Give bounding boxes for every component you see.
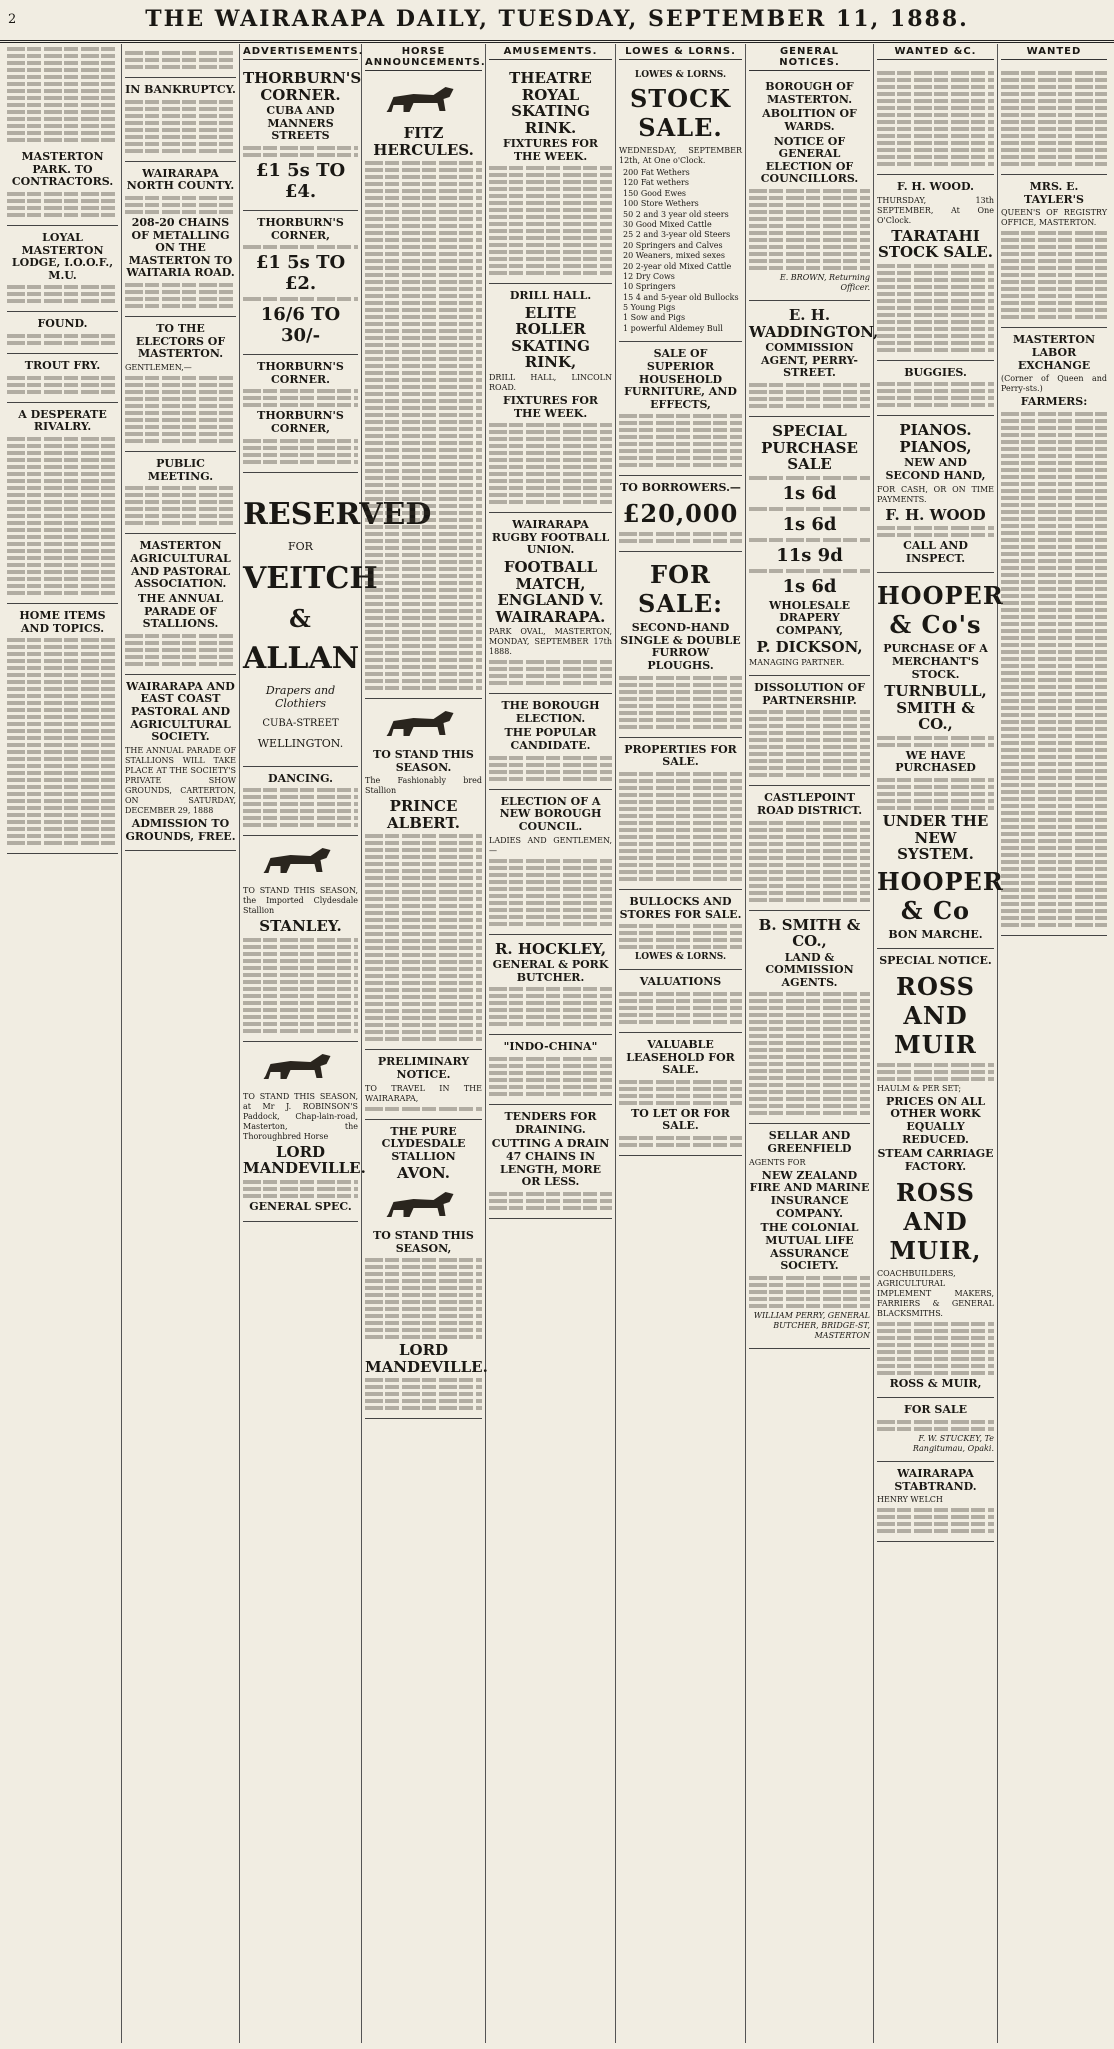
ad-borough-election (489, 694, 612, 790)
ad-brand: ALLAN (243, 640, 360, 676)
ad-heading: DANCING. (268, 771, 333, 785)
ad-heading: SALE OF SUPERIOR HOUSEHOLD FURNITURE, AND EFFECTS, (624, 347, 737, 411)
ad-text: QUEEN'S OF REGISTRY OFFICE, MASTERTON. (1001, 208, 1107, 228)
ad-text: CUBA-STREET (262, 717, 339, 729)
ad-amount: £20,000 (622, 499, 739, 529)
ad-electors (125, 317, 236, 452)
ad-heading: MRS. E. TAYLER'S (1024, 180, 1084, 206)
ad-admission: ADMISSION TO GROUNDS, FREE. (125, 817, 236, 843)
article-text (7, 47, 118, 142)
ad-subheading: GENERAL & PORK BUTCHER. (492, 958, 609, 984)
ad-elite-rink (489, 284, 612, 513)
newspaper-title: THE WAIRARAPA DAILY, TUESDAY, SEPTEMBER 11, 1888. (145, 6, 969, 32)
ad-north-county (125, 162, 236, 317)
ad-wanted-misc (877, 64, 994, 175)
ad-heading: MASTERTON AGRICULTURAL AND PASTORAL ASSOCIATION. (130, 539, 231, 591)
ad-heading: R. HOCKLEY, (494, 939, 607, 958)
ad-dancing (243, 767, 358, 837)
article-heading: A DESPERATE RIVALRY. (18, 407, 107, 434)
ad-heading: PUBLIC MEETING. (147, 457, 214, 483)
ad-subheading: GENERAL SPEC. (249, 1199, 352, 1213)
ad-furniture (619, 342, 742, 476)
ad-bankruptcy (125, 78, 236, 162)
column-header: AMUSEMENTS. (489, 44, 612, 60)
stock-item: 1 Sow and Pigs (623, 313, 686, 323)
column-7 (746, 44, 879, 2043)
ad-subheading: TO STAND THIS SEASON, (373, 1228, 474, 1255)
ad-heading: LORD MANDEVILLE. (243, 1142, 366, 1178)
ad-subheading: FARMERS: (1020, 395, 1088, 409)
column-9 (998, 44, 1110, 2043)
ad-heading: E. H. WADDINGTON, (749, 306, 879, 341)
ad-title: ELITE ROLLER SKATING RINK, (511, 303, 590, 372)
ad-brand: HOOPER & Co's (877, 581, 1004, 640)
ad-heading: BULLOCKS AND STORES FOR SALE. (619, 894, 742, 921)
ad-trout (7, 354, 118, 403)
ad-subheading: CALL AND INSPECT. (903, 539, 968, 565)
ad-heading: THE BOROUGH ELECTION. (501, 699, 600, 725)
column-8 (874, 44, 1004, 2043)
ad-text: Drapers and Clothiers (265, 683, 336, 710)
ad-heading: TROUT FRY. (24, 359, 101, 373)
ad-price: 1s 6d (782, 513, 837, 535)
horse-illustration (365, 703, 482, 743)
masthead (0, 0, 1114, 43)
ad-heading: TO BORROWERS.— (620, 481, 741, 495)
ad-election (489, 790, 612, 935)
horse-illustration (365, 1184, 482, 1224)
stock-item: 25 2 and 3-year old Steers (623, 230, 731, 240)
ad-heading: THORBURN'S CORNER. (257, 360, 344, 386)
ad-brand: ROSS AND MUIR (894, 971, 977, 1059)
stock-item: 100 Store Wethers (623, 199, 699, 209)
ad-lord-mandeville (243, 1042, 366, 1222)
ad-subheading: LAND & COMMISSION AGENTS. (765, 950, 854, 989)
ad-intro: THE PURE CLYDESDALE STALLION (381, 1124, 466, 1163)
ad-stanley (243, 836, 358, 1042)
ad-borrowers (619, 476, 742, 552)
ad-heading: WAIRARAPA STABTRAND. (894, 1466, 977, 1493)
ad-text: HENRY WELCH (877, 1495, 943, 1505)
ad-intro: TO STAND THIS SEASON, the Imported Clydesdale Stallion (243, 886, 358, 916)
ad-sellar (749, 1124, 870, 1348)
stock-list (619, 168, 742, 334)
ad-subheading: WE HAVE PURCHASED (895, 748, 976, 775)
ad-heading: CASTLEPOINT ROAD DISTRICT. (756, 791, 863, 817)
horse-illustration (243, 1046, 358, 1086)
column-header: WANTED &C. (877, 44, 994, 60)
ad-thorburn-2 (243, 211, 358, 355)
ad-salutation: LADIES AND GENTLEMEN,— (489, 835, 612, 855)
ad-subheading: FIXTURES FOR THE WEEK. (502, 137, 599, 163)
ad-trout (125, 44, 236, 78)
ad-heading: B. SMITH & CO., (758, 915, 861, 951)
ad-valuations (619, 970, 742, 1033)
ad-heading: IN BANKRUPTCY. (125, 83, 236, 96)
ad-tayler (1001, 175, 1107, 328)
stock-item: 20 2-year old Mixed Cattle (623, 261, 732, 271)
horse-illustration (365, 79, 482, 119)
stock-item: 12 Dry Cows (623, 271, 675, 281)
ad-text: PARK OVAL, MASTERTON, MONDAY, SEPTEMBER 17th 1888. (489, 627, 612, 657)
column-5 (486, 44, 616, 2043)
ad-heading: PROPERTIES FOR SALE. (624, 742, 737, 769)
ad-firm: F. H. WOOD. (897, 180, 974, 193)
ad-veitch-allan (243, 473, 432, 767)
ad-heading: BOROUGH OF MASTERTON. (765, 80, 854, 106)
ad-text: COACHBUILDERS, AGRICULTURAL IMPLEMENT MAKERS, FARRIERS & GENERAL BLACKSMITHS. (877, 1268, 994, 1318)
ad-parade: THE ANNUAL PARADE OF STALLIONS WILL TAKE PLACE AT THE SOCIETY'S PRIVATE SHOW GROUNDS, CARTERTON, ON SATURDAY, DECEMBER 29, 1888 (125, 746, 236, 816)
column-header: LOWES & LORNS. (619, 44, 742, 60)
stock-item: 120 Fat wethers (623, 178, 689, 188)
ad-heading: SELLAR AND GREENFIELD (767, 1129, 852, 1156)
ad-pianos (877, 416, 994, 573)
ad-firm: F. H. WOOD (885, 505, 986, 524)
ad-agri (125, 534, 236, 674)
ad-price: 16/6 TO 30/- (260, 304, 341, 347)
ad-heading: FOR SALE (904, 1403, 967, 1417)
ad-subheading: STEAM CARRIAGE FACTORY. (877, 1147, 994, 1174)
ad-heading: FOUND. (37, 317, 88, 331)
ad-subheading: NEW ZEALAND FIRE AND MARINE INSURANCE COMPANY. (749, 1168, 870, 1220)
ad-dissolution (749, 676, 870, 786)
ad-signature: E. BROWN, Returning Officer. (779, 273, 870, 293)
ad-brewery (877, 1462, 994, 1542)
column-2 (122, 44, 240, 2043)
ad-b-smith (749, 911, 870, 1125)
ad-amp: & (289, 603, 312, 633)
ad-heading: TARATAHI STOCK SALE. (878, 226, 993, 262)
ad-lodge (7, 226, 118, 313)
ad-heading: MASTERTON PARK. TO CONTRACTORS. (11, 150, 114, 189)
ad-subheading: WHOLESALE DRAPERY COMPANY, (768, 598, 851, 637)
ad-heading: RESERVED (243, 496, 432, 532)
ad-ross-muir (877, 949, 994, 1398)
ad-waddington (749, 301, 879, 417)
stock-item: 20 Weaners, mixed sexes (623, 251, 725, 261)
ad-salutation: GENTLEMEN,— (125, 363, 192, 373)
ad-properties (619, 738, 742, 890)
ad-football (489, 513, 612, 694)
ad-text: AGENTS FOR (749, 1157, 806, 1167)
ad-heading: PRINCE ALBERT. (387, 797, 460, 832)
ad-price: 1s 6d (782, 575, 837, 597)
ad-subheading: NEW AND SECOND HAND, (885, 456, 986, 482)
ad-date: THURSDAY, 13th SEPTEMBER, At One O'Clock. (877, 195, 994, 225)
column-6 (616, 44, 746, 2043)
ad-heading: TURNBULL, SMITH & CO., (884, 682, 987, 734)
ad-date: WEDNESDAY, SEPTEMBER 12th, At One o'Clock. (619, 146, 742, 165)
ad-theatre-rink (489, 64, 612, 284)
ad-title: FOOTBALL MATCH, ENGLAND V. WAIRARAPA. (495, 558, 606, 626)
ad-text: TO TRAVEL IN THE WAIRARAPA, (365, 1083, 482, 1103)
ad-prince-albert (365, 699, 482, 1050)
column-1 (4, 44, 122, 2043)
ad-public-meeting (125, 452, 236, 534)
ad-intro: TO STAND THIS SEASON. (373, 748, 474, 774)
horse-illustration (243, 840, 358, 880)
column-4 (362, 44, 486, 2043)
ad-castlepoint (749, 786, 870, 910)
column-header: GENERAL NOTICES. (749, 44, 870, 71)
ad-subheading: NOTICE OF GENERAL ELECTION OF COUNCILLORS. (760, 134, 859, 186)
ad-heading: FOR SALE: (638, 560, 723, 619)
ad-text: HAULM & PER SET; (877, 1083, 962, 1093)
ad-taratahi (877, 175, 994, 361)
ad-text: DRILL HALL, LINCOLN ROAD. (489, 372, 612, 392)
ad-text: WELLINGTON. (257, 736, 344, 750)
stock-item: 10 Springers (623, 282, 676, 292)
ad-heading: P. DICKSON, (756, 638, 863, 657)
ad-text: MANAGING PARTNER. (749, 657, 845, 667)
ad-subheading: TO LET OR FOR SALE. (631, 1106, 730, 1133)
ad-firm: LOWES & LORNS. (634, 70, 727, 80)
ad-masterton-park (7, 145, 118, 226)
ad-heading: THORBURN'S CORNER, (257, 409, 344, 436)
ad-text: FOR (288, 539, 313, 553)
ad-brand: ROSS AND MUIR, (889, 1177, 982, 1265)
ad-heading: WAIRARAPA NORTH COUNTY. (126, 166, 235, 193)
page-columns (4, 44, 1110, 2043)
ad-heading: VALUATIONS (639, 975, 722, 989)
ad-subheading: THE ANNUAL PARADE OF STALLIONS. (138, 591, 223, 631)
ad-hooper (877, 573, 1004, 949)
ad-price: 1s 6d (782, 482, 837, 504)
ad-intro: TO STAND THIS SEASON, at Mr J. ROBINSON'S Paddock, Chap-lain-road, Masterton, the Thoroughbred Horse (243, 1091, 358, 1141)
ad-heading: STOCK SALE. (629, 84, 732, 142)
ad-subheading: FIXTURES FOR THE WEEK. (502, 393, 599, 420)
ad-wairarapa-society (125, 675, 236, 851)
ad-subheading: THE POPULAR CANDIDATE. (504, 726, 597, 753)
stock-item: 20 Springers and Calves (623, 240, 723, 250)
ad-bullocks (619, 890, 742, 970)
ad-brand: VEITCH (243, 560, 378, 596)
ad-leasehold (619, 1033, 742, 1156)
ad-indo-china (489, 1035, 612, 1105)
ad-preliminary (365, 1050, 482, 1119)
ad-heading: FITZ HERCULES. (373, 124, 474, 159)
ad-heading: TO THE ELECTORS OF MASTERTON. (135, 322, 226, 361)
ad-price: £1 5s TO £4. (255, 159, 346, 202)
ad-heading: PRELIMINARY NOTICE. (377, 1055, 470, 1081)
ad-heading: LOYAL MASTERTON LODGE, I.O.O.F., M.U. (11, 230, 114, 282)
ad-firm: ROSS & MUIR, (889, 1376, 982, 1390)
ad-heading: PIANOS. PIANOS, (899, 421, 972, 456)
ad-heading: UNDER THE NEW SYSTEM. (882, 812, 989, 864)
ad-subheading: PRICES ON ALL OTHER WORK EQUALLY REDUCED. (886, 1094, 985, 1146)
ad-subheading: ABOLITION OF WARDS. (762, 107, 857, 133)
ad-heading: VALUABLE LEASEHOLD FOR SALE. (626, 1037, 735, 1077)
stock-item: 150 Good Ewes (623, 188, 687, 198)
ad-subheading: BON MARCHE. (888, 927, 983, 941)
ad-heading: DRILL HALL. (509, 289, 592, 303)
ad-heading: WAIRARAPA RUGBY FOOTBALL UNION. (491, 518, 610, 557)
column-header: ADVERTISEMENTS. (243, 44, 358, 60)
ad-heading: MASTERTON LABOR EXCHANGE (1013, 333, 1095, 372)
article-home-items (7, 604, 118, 854)
ad-for-sale (619, 552, 742, 738)
ad-heading: DISSOLUTION OF PARTNERSHIP. (754, 680, 865, 707)
ad-subheading: THE COLONIAL MUTUAL LIFE ASSURANCE SOCIETY. (760, 1221, 859, 1273)
ad-stock-sale (619, 64, 742, 342)
ad-labour-exchange (1001, 328, 1107, 936)
column-header: HORSE ANNOUNCEMENTS. (365, 44, 482, 71)
ad-heading: THORBURN'S CORNER, (257, 215, 344, 242)
ad-special-purchase (749, 417, 870, 676)
ad-heading: BUGGIES. (904, 365, 967, 379)
ad-wanted-list (1001, 64, 1107, 175)
article-heading: HOME ITEMS AND TOPICS. (19, 609, 106, 635)
ad-thorburn-1 (243, 64, 362, 211)
ad-heading: LORD MANDEVILLE. (365, 1341, 488, 1376)
ad-heading: TENDERS FOR DRAINING. (504, 1110, 597, 1136)
ad-borough-masterton (749, 75, 870, 301)
column-header: WANTED (1001, 44, 1107, 60)
ad-subheading: CUTTING A DRAIN 47 CHAINS IN LENGTH, MORE OR LESS. (491, 1137, 610, 1189)
ad-text: The Fashionably bred Stallion (365, 776, 482, 796)
ad-heading: WAIRARAPA AND EAST COAST PASTORAL AND AGRICULTURAL SOCIETY. (126, 679, 235, 744)
ad-brand: HOOPER & Co (877, 866, 1004, 925)
ad-heading: THORBURN'S CORNER. (243, 69, 362, 104)
ad-buggies (877, 361, 994, 417)
ad-avon (365, 1120, 488, 1420)
ad-for-sale (877, 1398, 994, 1462)
ad-text: (Corner of Queen and Perry-sts.) (1001, 374, 1107, 394)
ad-subheading: CUBA AND MANNERS STREETS (266, 104, 335, 143)
article-desperate-rivalry (7, 403, 118, 604)
stock-item: 5 Young Pigs (623, 303, 676, 313)
stock-item: 50 2 and 3 year old steers (623, 209, 729, 219)
ad-hockley (489, 935, 612, 1036)
ad-firm: LOWES & LORNS. (634, 952, 727, 963)
stock-item: 200 Fat Wethers (623, 168, 690, 177)
ad-heading: STANLEY. (259, 917, 342, 936)
stock-item: 30 Good Mixed Cattle (623, 219, 712, 229)
ad-heading: AVON. (397, 1164, 450, 1183)
ad-text: FOR CASH, OR ON TIME PAYMENTS. (877, 484, 994, 504)
ad-thorburn-3 (243, 355, 358, 473)
page-number: 2 (8, 12, 17, 27)
ad-price: £1 5s TO £2. (255, 252, 346, 295)
ad-heading: "INDO-CHINA" (503, 1040, 598, 1054)
ad-found (7, 312, 118, 354)
stock-item: 1 powerful Aldemey Bull (623, 323, 723, 333)
ad-signature: F. W. STUCKEY, Te Rangitumau, Opaki. (912, 1433, 994, 1453)
ad-heading: SPECIAL PURCHASE SALE (761, 422, 858, 474)
stock-item: 15 4 and 5-year old Bullocks (623, 292, 739, 302)
ad-heading: SPECIAL NOTICE. (879, 954, 992, 968)
ad-subheading: COMMISSION AGENT, PERRY-STREET. (761, 341, 858, 380)
ad-fitz-hercules (365, 75, 482, 699)
ad-heading: ELECTION OF A NEW BOROUGH COUNCIL. (499, 794, 602, 833)
ad-signature: WILLIAM PERRY, GENERAL BUTCHER, BRIDGE-ST, MASTERTON (753, 1310, 870, 1340)
ad-tenders (489, 1105, 612, 1219)
ad-price: 11s 9d (776, 544, 843, 566)
ad-heading: THEATRE ROYAL SKATING RINK. (509, 69, 592, 137)
ad-subheading: PURCHASE OF A MERCHANT'S STOCK. (883, 642, 988, 681)
ad-subheading: 208-20 CHAINS OF METALLING ON THE MASTERTON TO WAITARIA ROAD. (126, 215, 235, 280)
ad-subheading: SECOND-HAND SINGLE & DOUBLE FURROW PLOUGHS. (620, 621, 741, 673)
